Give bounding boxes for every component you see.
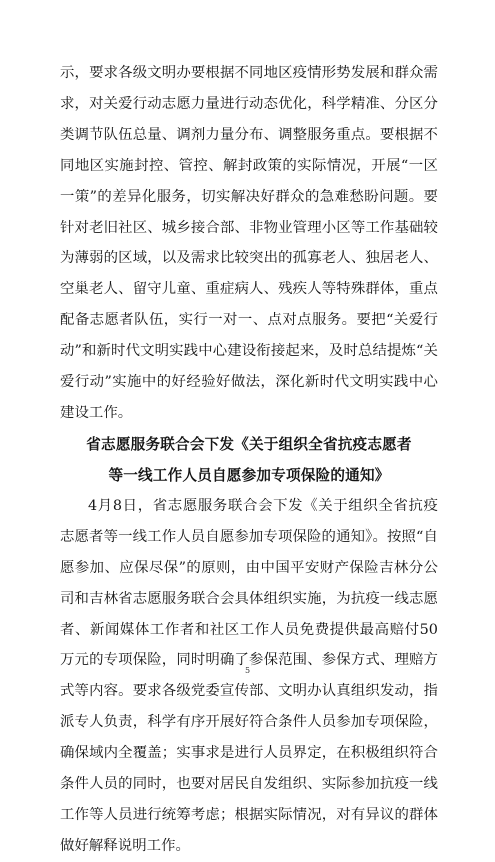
paragraph-continuation: 示，要求各级文明办要根据不同地区疫情形势发展和群众需求，对关爱行动志愿力量进行动态优化，科学精准、分区分类调节队伍总量、调剂力量分布、调整服务重点。要根据不同地区实施封控、管控、解封政策的实际情况，开展“一区一策”的差异化服务，切实解决好群众的急难愁盼问题。要针对老旧社区、城乡接合部、非物业管理小区等工作基础较为薄弱的区域，以及需求比较突出的孤寡老人、独居老人、空巢老人、留守儿童、重症病人、残疾人等特殊群体，重点配备志愿者队伍，实行一对一、点对点服务。要把“关爱行动”和新时代文明实践中心建设衔接起来，及时总结提炼“关爱行动”实施中的好经验好做法，深化新时代文明实践中心建设工作。 — [60, 65, 438, 421]
section-heading — [60, 429, 438, 491]
section-heading-line-2: 等一线工作人员自愿参加专项保险的通知》 — [108, 466, 390, 484]
paragraph-body: 4月8日，省志愿服务联合会下发《关于组织全省抗疫志愿者等一线工作人员自愿参加专项保险的通知》。按照“自愿参加、应保尽保”的原则，由中国平安财产保险吉林分公司和吉林省志愿服务联合会具体组织实施，为抗疫一线志愿者、新闻媒体工作者和社区工作人员免费提供最高赔付50万元的专项保险，同时明确了参保范围、参保方式、理赔方式等内容。要求各级党委宣传部、文明办认真组织发动，指派专人负责，科学有序开展好符合条件人员参加专项保险，确保域内全覆盖；实事求是进行人员界定，在积极组织符合条件人员的同时，也要对居民自发组织、实际参加抗疫一线工作等人员进行统筹考虑；根据实际情况，对有异议的群体做好解释说明工作。 — [60, 497, 438, 854]
document-body — [60, 58, 438, 862]
section-heading-line-1: 省志愿服务联合会下发《关于组织全省抗疫志愿者 — [86, 435, 412, 453]
page-number: 5 — [244, 666, 251, 675]
